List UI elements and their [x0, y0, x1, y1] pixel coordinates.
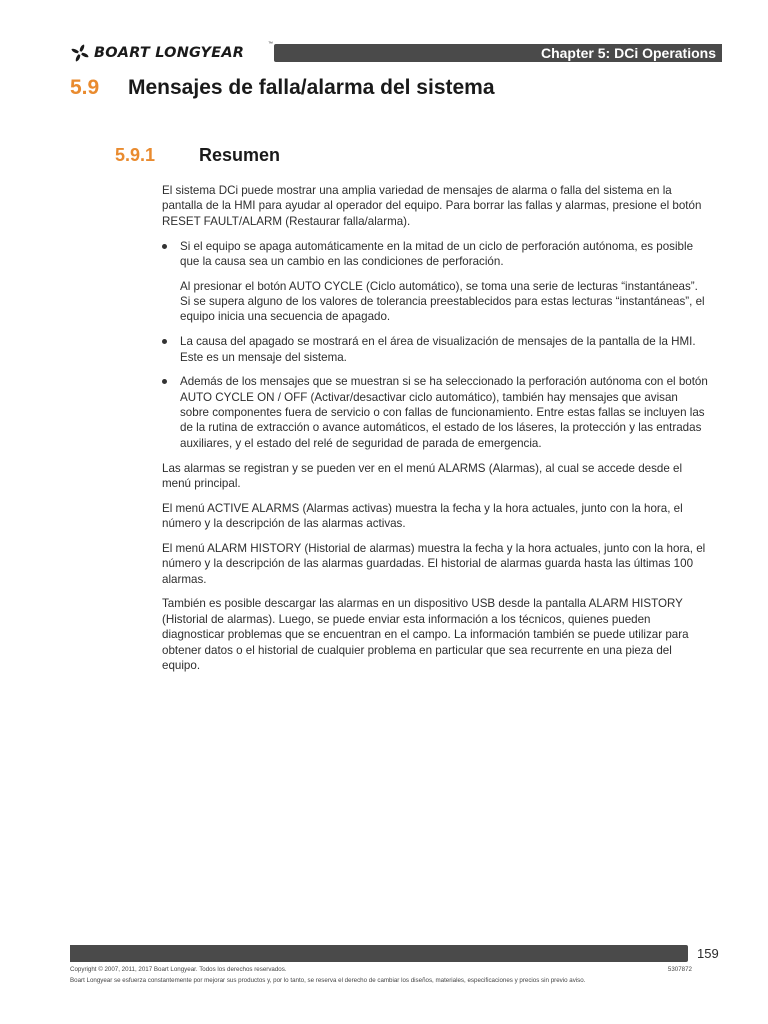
fan-logo-icon [70, 43, 90, 63]
bullet-dot-icon [162, 379, 167, 384]
subsection-title: Resumen [199, 145, 281, 165]
disclaimer-text: Boart Longyear se esfuerza constantemente por mejorar sus productos y, por lo tanto, se reserva el derecho de cambiar los diseños, materiales, especificaciones y precios sin previo aviso. [70, 977, 586, 984]
active-alarms-paragraph: El menú ACTIVE ALARMS (Alarmas activas) muestra la fecha y la hora actuales, junto con la hora, el número y la descripción de las alarmas activas. [162, 501, 683, 531]
bullet-item [162, 334, 710, 365]
bullet-note: Al presionar el botón AUTO CYCLE (Ciclo automático), se toma una serie de lecturas “instantáneas”. Si se supera alguno de los valores de tolerancia preestablecidos para estas lecturas “instantáneas”, el equipo inicia una secuencia de apagado. [180, 279, 705, 324]
usb-download-paragraph: También es posible descargar las alarmas en un dispositivo USB desde la pantalla ALARM HISTORY (Historial de alarmas). Luego, se puede enviar esta información a los técnicos, quienes pueden diagnosticar problemas que se encuentran en el campo. La información también se puede utilizar para obtener datos o el historial de cualquier problema en particular que sea recurrente en una pieza del equipo. [162, 597, 689, 672]
bullet-text: La causa del apagado se mostrará en el área de visualización de mensajes de la pantalla de la HMI. Este es un mensaje del sistema. [180, 335, 696, 364]
section-number: 5.9 [70, 76, 100, 99]
header-bar [274, 44, 722, 62]
trademark-symbol: ™ [268, 41, 273, 47]
body-text [162, 183, 710, 683]
alarm-history-paragraph: El menú ALARM HISTORY (Historial de alarmas) muestra la fecha y la hora actuales, junto con la hora, el número y la descripción de las alarmas guardadas. El historial de alarmas guarda hasta las últimas 100 alarmas. [162, 541, 706, 586]
footer-bar [70, 945, 688, 962]
bullet-item [162, 374, 710, 451]
brand-name: BOART LONGYEAR [94, 45, 245, 61]
chapter-title: Chapter 5: DCi Operations [540, 45, 716, 61]
bullet-text: Además de los mensajes que se muestran si se ha seleccionado la perforación autónoma con el botón AUTO CYCLE ON / OFF (Activar/desactivar ciclo automático), también hay mensajes que avisan sobre componentes fuera de servicio o con fallas de funcionamiento. Entre estas fallas se incluyen las de la rutina de extracción o avance automáticos, el estado de los láseres, la protección y las entradas auxiliares, y el estado del relé de seguridad de parada de emergencia. [180, 375, 708, 450]
subsection-number: 5.9.1 [115, 145, 156, 165]
section-title: Mensajes de falla/alarma del sistema [128, 76, 495, 99]
intro-paragraph: El sistema DCi puede mostrar una amplia variedad de mensajes de alarma o falla del sistema en la pantalla de la HMI para ayudar al operador del equipo. Para borrar las fallas y alarmas, presione el botón RESET FAULT/ALARM (Restaurar falla/alarma). [162, 184, 702, 228]
page-number: 159 [697, 946, 719, 961]
copyright-text: Copyright © 2007, 2011, 2017 Boart Longyear. Todos los derechos reservados. [70, 966, 287, 973]
subsection-heading [115, 143, 280, 167]
brand-logo [70, 43, 244, 63]
bullet-dot-icon [162, 244, 167, 249]
bullet-dot-icon [162, 339, 167, 344]
bullet-item [162, 239, 710, 270]
alarms-paragraph: Las alarmas se registran y se pueden ver en el menú ALARMS (Alarmas), al cual se accede desde el menú principal. [162, 461, 683, 490]
section-heading [70, 74, 495, 102]
bullet-text: Si el equipo se apaga automáticamente en la mitad de un ciclo de perforación autónoma, es posible que la causa sea un cambio en las condiciones de perforación. [180, 239, 694, 268]
document-number: 5307872 [667, 966, 692, 973]
